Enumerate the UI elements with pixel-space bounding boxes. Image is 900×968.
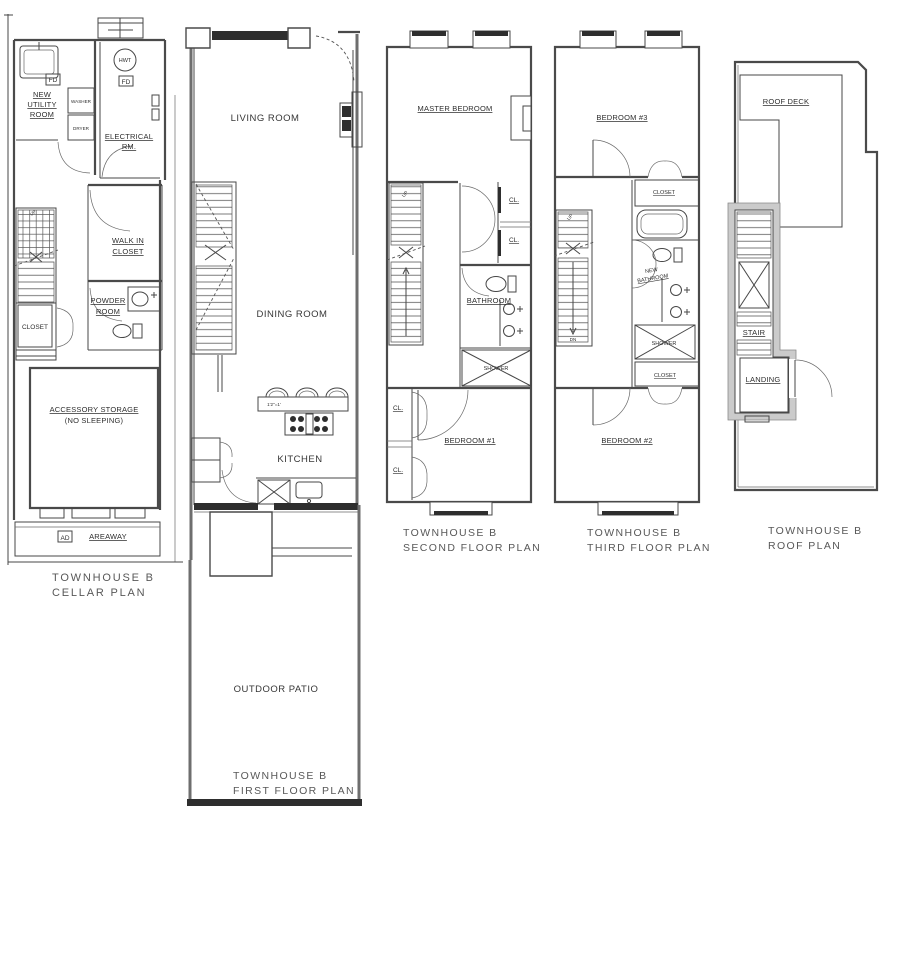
svg-text:RM.: RM. [121, 142, 137, 151]
svg-text:UTILITY: UTILITY [27, 100, 57, 109]
stair-up-label: UP [565, 212, 574, 222]
island-dimension: 1'2"=1' [267, 402, 281, 407]
svg-text:ROOM: ROOM [95, 307, 121, 316]
sink [504, 304, 515, 315]
sink [504, 326, 515, 337]
master-door-swing [462, 186, 495, 252]
utility-sink [20, 46, 58, 78]
sink [671, 285, 682, 296]
fd-label: FD [48, 77, 58, 84]
bathroom-door-swing [462, 268, 489, 296]
svg-text:CELLAR PLAN: CELLAR PLAN [52, 587, 147, 599]
room-label-patio: OUTDOOR PATIO [233, 684, 319, 695]
shower-label: SHOWER [483, 366, 509, 372]
room-label-living: LIVING ROOM [230, 113, 300, 124]
bedroom3-door-swing [593, 140, 630, 177]
entry-door-swing [316, 36, 354, 82]
dryer-label: DRYER [73, 126, 89, 131]
closet-double-door [648, 161, 682, 177]
room-label-bedroom3: BEDROOM #3 [596, 113, 648, 122]
island-stools [266, 388, 348, 397]
plan-caption: TOWNHOUSE B [403, 527, 498, 539]
closet-label: CL. [392, 405, 404, 412]
room-label-kitchen: KITCHEN [277, 454, 323, 465]
hwt-label: HWT [118, 58, 132, 64]
room-label-utility: NEW [32, 90, 52, 99]
stair-up-label: UP [400, 189, 409, 199]
room-label-walkin-closet: WALK IN [112, 236, 144, 245]
second-floor-plan [387, 31, 541, 554]
room-label-powder: POWDER [90, 296, 126, 305]
room-label-landing: LANDING [745, 375, 781, 384]
walkin-door-swing [90, 190, 130, 231]
room-label-storage: ACCESSORY STORAGE [49, 405, 139, 414]
plan-caption: TOWNHOUSE B [52, 572, 155, 584]
closet-label: CLOSET [653, 373, 677, 379]
powder-vanity [128, 287, 160, 311]
svg-text:THIRD FLOOR PLAN: THIRD FLOOR PLAN [587, 542, 711, 554]
room-label-roof-deck: ROOF DECK [762, 97, 810, 106]
closet-double-door [648, 388, 682, 404]
stair-bulkhead [210, 512, 272, 576]
stair-up-label: UP [28, 208, 38, 217]
room-label-stair: STAIR [742, 328, 766, 337]
first-floor-plan [186, 28, 362, 806]
patio-door-swing [222, 470, 256, 503]
closet-label: CLOSET [652, 190, 676, 196]
svg-text:FIRST FLOOR PLAN: FIRST FLOOR PLAN [233, 785, 355, 797]
fd-label: FD [121, 79, 131, 86]
powder-toilet [113, 325, 131, 338]
roof-plan [728, 62, 877, 552]
room-label-master: MASTER BEDROOM [417, 104, 493, 113]
room-label-bedroom1: BEDROOM #1 [444, 436, 496, 445]
plan-caption: TOWNHOUSE B [587, 527, 682, 539]
shower-label: SHOWER [651, 341, 677, 347]
bedroom2-door-swing [593, 388, 630, 425]
accessory-storage-room [30, 368, 158, 508]
room-label-bedroom2: BEDROOM #2 [601, 436, 653, 445]
plan-caption: TOWNHOUSE B [233, 770, 328, 782]
closet-label: CL. [508, 197, 520, 204]
svg-text:ROOM: ROOM [29, 110, 55, 119]
room-label-dining: DINING ROOM [256, 309, 328, 320]
ad-label: AD [60, 535, 70, 542]
svg-text:BATHROOM: BATHROOM [636, 273, 669, 285]
closet-double-door [57, 308, 73, 347]
kitchen-sink [296, 482, 322, 498]
svg-text:(NO SLEEPING): (NO SLEEPING) [64, 416, 124, 425]
landing-door-swing [795, 360, 832, 397]
sink [671, 307, 682, 318]
svg-text:SECOND FLOOR PLAN: SECOND FLOOR PLAN [403, 542, 542, 554]
toilet [486, 277, 506, 292]
plan-caption: TOWNHOUSE B [768, 525, 863, 537]
areaway-label: AREAWAY [89, 532, 127, 541]
stair-dn-label: DN [569, 337, 577, 342]
room-label-electrical: ELECTRICAL [104, 132, 154, 141]
cellar-plan [4, 14, 183, 599]
room-label-new-bathroom: NEW [644, 266, 659, 276]
svg-text:ROOF PLAN: ROOF PLAN [768, 540, 842, 552]
third-floor-plan [554, 31, 711, 554]
washer-label: WASHER [71, 99, 91, 104]
closet-label: CL. [392, 467, 404, 474]
room-label-closet: CLOSET [21, 324, 49, 331]
closet-label: CL. [508, 237, 520, 244]
svg-text:CLOSET: CLOSET [112, 247, 144, 256]
room-label-bathroom: BATHROOM [466, 296, 512, 305]
bedroom1-door-swing [418, 390, 468, 440]
